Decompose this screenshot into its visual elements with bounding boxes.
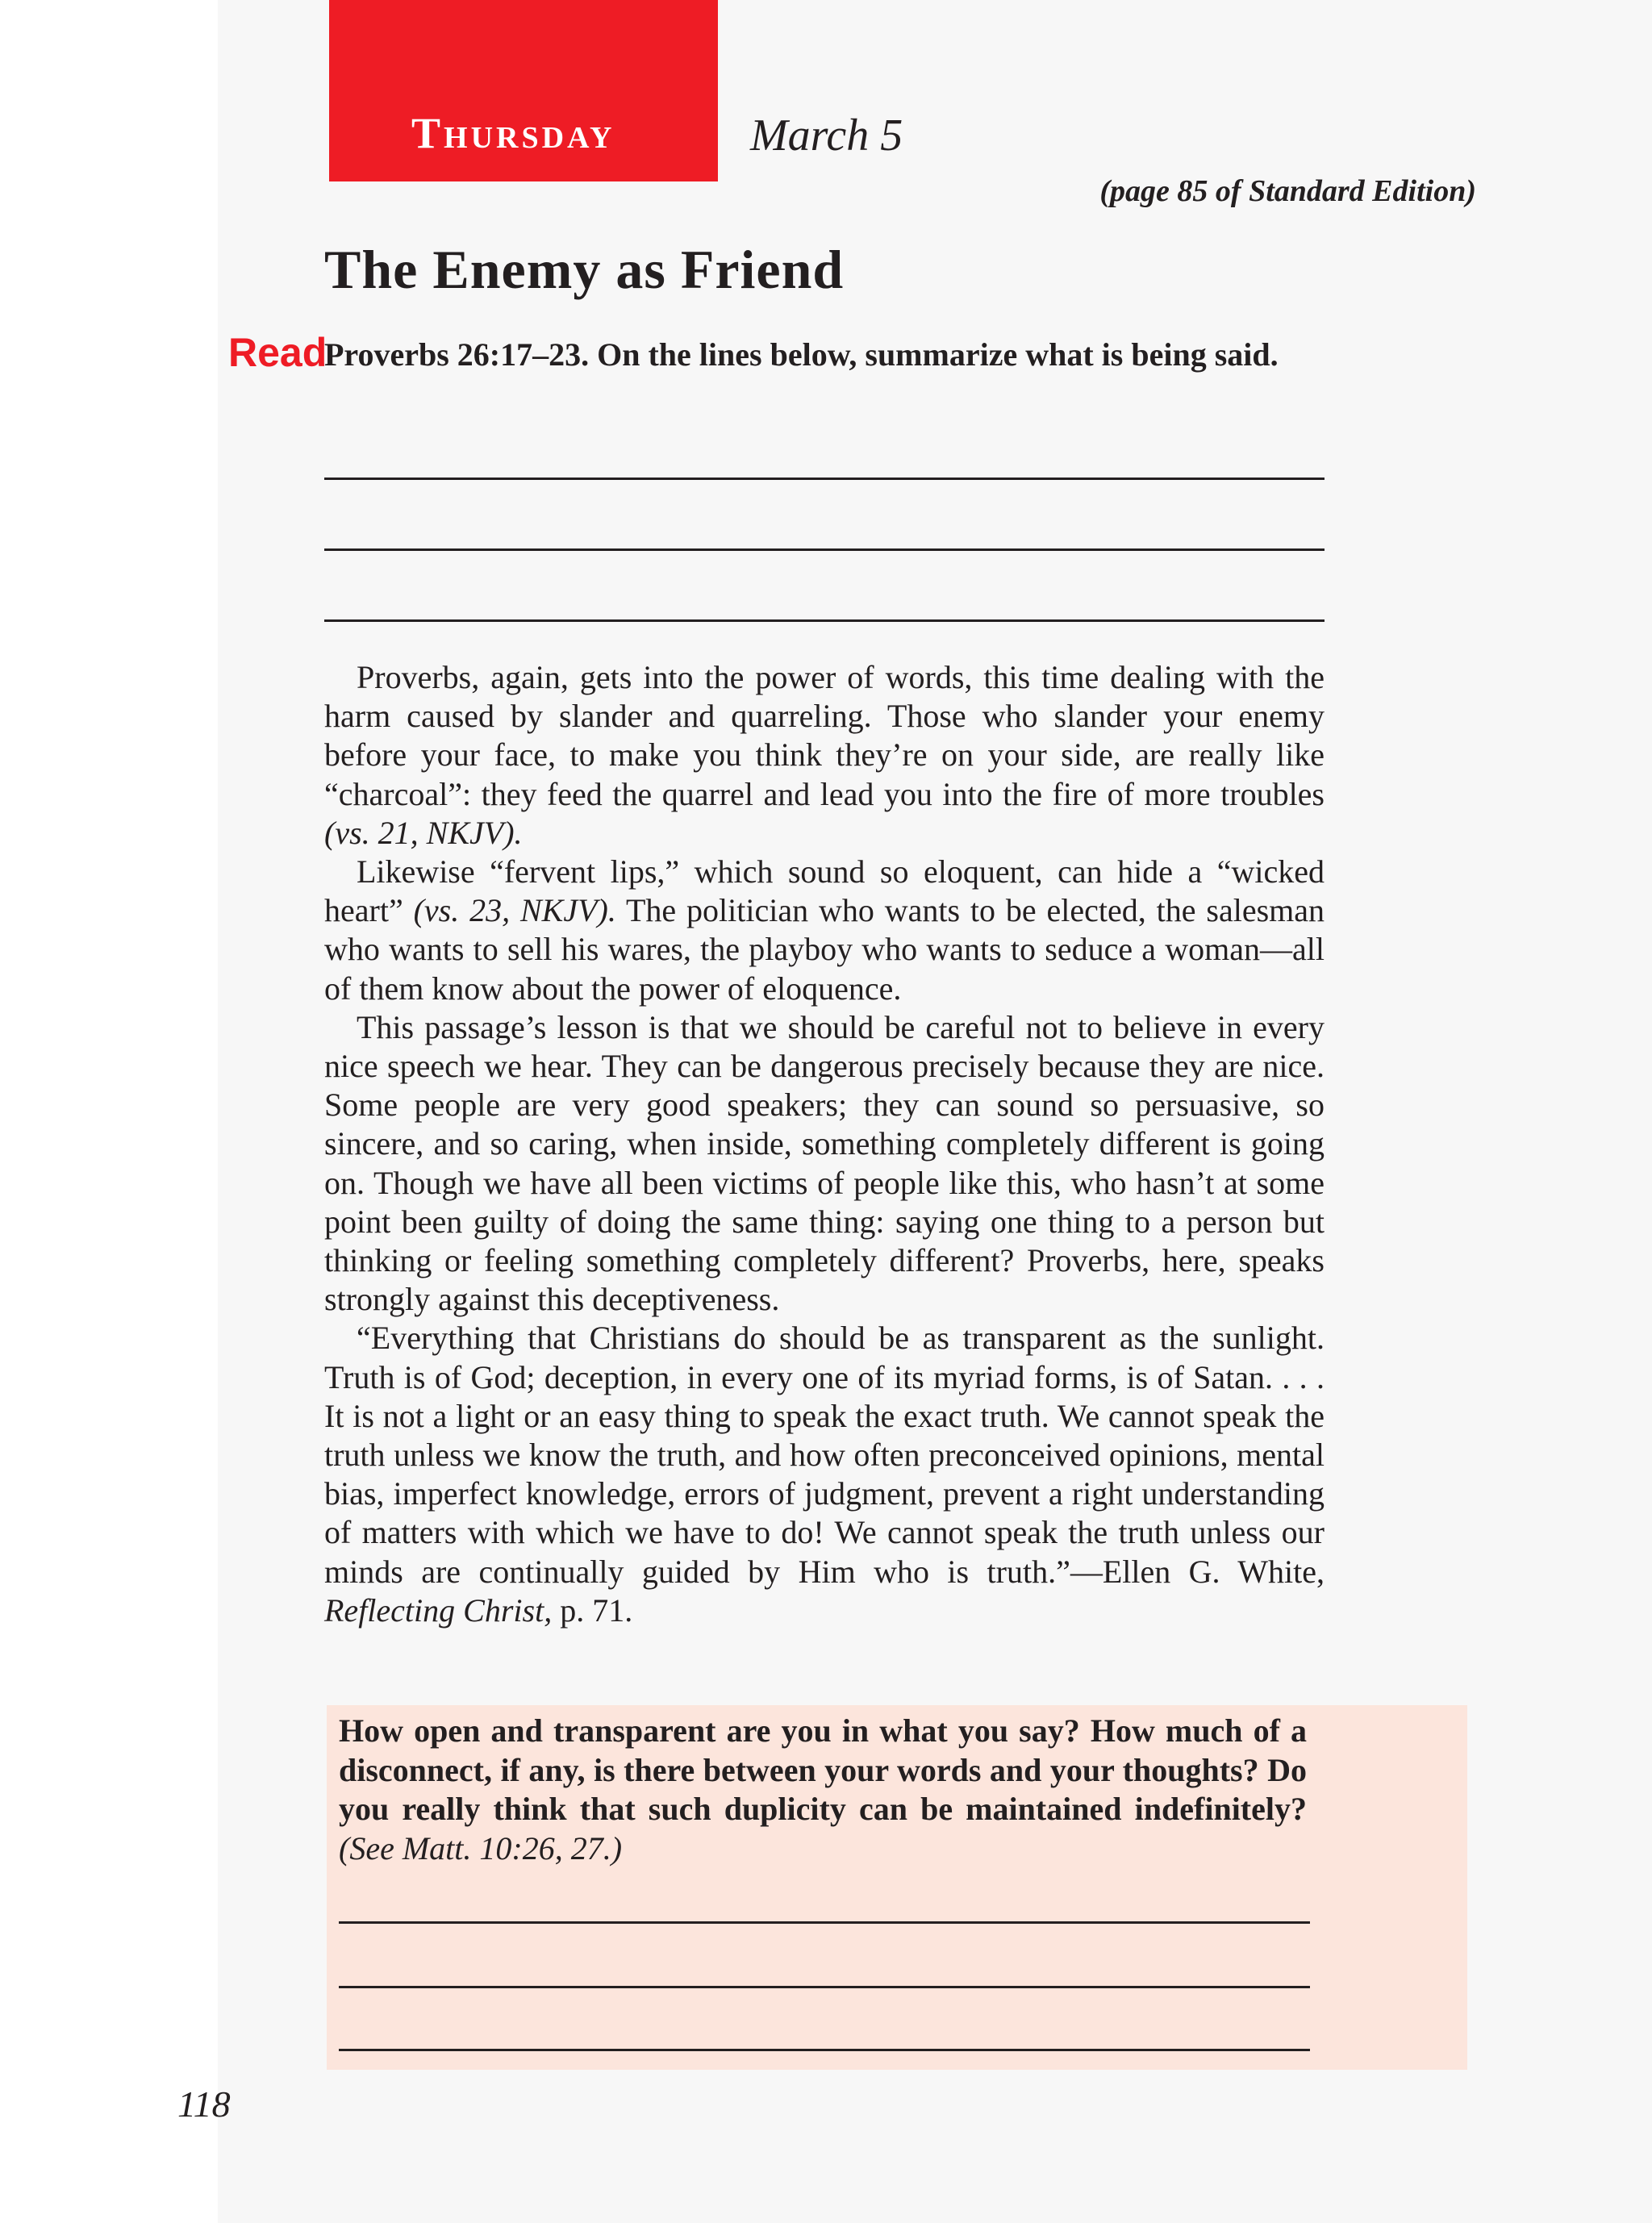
answer-line-1[interactable] xyxy=(324,478,1325,480)
scripture-reference: (vs. 21, NKJV). xyxy=(324,814,523,851)
book-title: Reflecting Christ, xyxy=(324,1591,553,1629)
answer-line-2[interactable] xyxy=(324,548,1325,551)
body-paragraph-2: Likewise “fervent lips,” which sound so eloquent, can hide a “wicked heart” (vs. 23, NKJV). The politician who wants to be elected, the salesman who wants to sell his wares, the playboy who wants to seduce a woman—all of them know about the power of eloquence. xyxy=(324,853,1325,1007)
body-paragraph-3: This passage’s lesson is that we should be careful not to believe in every nice speech we hear. They can be dangerous precisely because they are nice. Some people are very good speakers; they can sound so persuasive, so sincere, and so caring, when inside, something completely different is going on. Though we have all been victims of people like this, who hasn’t at some point been guilty of doing the same thing: saying one thing to a person but thinking or feeling something completely different? Proverbs, here, speaks strongly against this deceptiveness. xyxy=(324,1008,1325,1318)
day-label: Thursday xyxy=(411,109,615,157)
scripture-reference: (vs. 23, NKJV). xyxy=(413,892,616,929)
lesson-title: The Enemy as Friend xyxy=(324,239,845,300)
date-label: March 5 xyxy=(750,111,903,161)
read-label: Read xyxy=(228,330,327,375)
edition-note: (page 85 of Standard Edition) xyxy=(1099,174,1476,208)
reflection-question: How open and transparent are you in what you say? How much of a disconnect, if any, is there between your words and your thoughts? Do you really think that such duplicity can be maintained indefinitely? (See Matt. 10:26, 27.) xyxy=(339,1712,1307,1866)
read-instruction: Proverbs 26:17–23. On the lines below, summarize what is being said. xyxy=(324,336,1279,373)
page-number: 118 xyxy=(177,2083,231,2125)
body-paragraph-1: Proverbs, again, gets into the power of words, this time dealing with the harm caused by slander and quarreling. Those who slander your enemy before your face, to make you think they’re on your side, are really like “charcoal”: they feed the quarrel and lead you into the fire of more troubles (vs. 21, NKJV). xyxy=(324,659,1325,851)
lesson-body xyxy=(324,658,1325,1630)
body-paragraph-4: “Everything that Christians do should be as transparent as the sunlight. Truth is of God; deception, in every one of its myriad forms, is of Satan. . . . It is not a light or an easy thing to speak the exact truth. We cannot speak the truth unless we know the truth, and how often preconceived opinions, mental bias, imperfect knowledge, errors of judgment, prevent a right understanding of matters with which we have to do! We cannot speak the truth unless our minds are continually guided by Him who is truth.”—Ellen G. White, Reflecting Christ, p. 71. xyxy=(324,1320,1325,1629)
answer-line-3[interactable] xyxy=(324,619,1325,622)
reflection-line-2[interactable] xyxy=(339,1986,1310,1988)
reflection-line-3[interactable] xyxy=(339,2049,1310,2051)
scripture-reference: (See Matt. 10:26, 27.) xyxy=(339,1829,623,1866)
reflection-line-1[interactable] xyxy=(339,1921,1310,1924)
